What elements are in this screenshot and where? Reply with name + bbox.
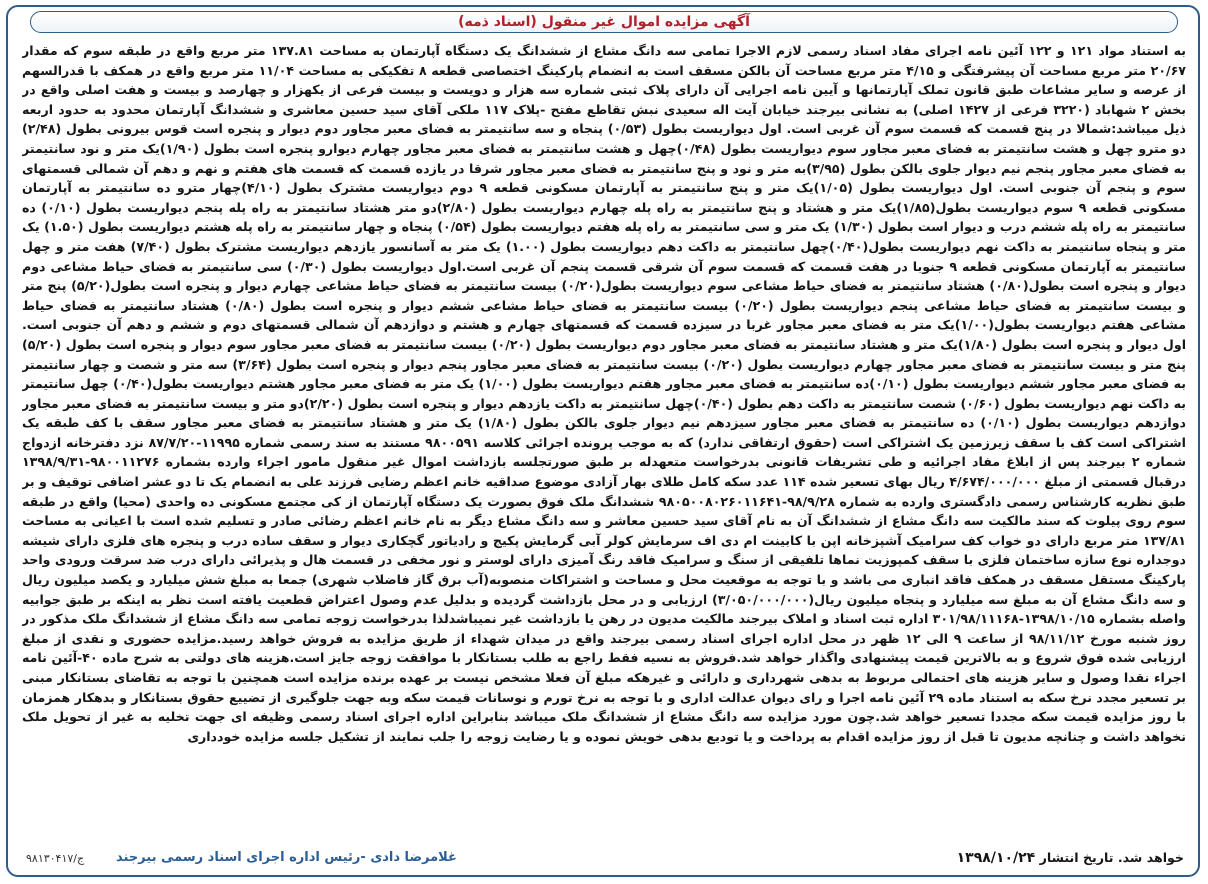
closing-text: خواهد شد.: [1117, 850, 1184, 865]
publication-label: تاریخ انتشار: [1039, 850, 1114, 865]
reference-code: ج/۹۸۱۳۰۴۱۷: [26, 852, 85, 865]
notice-frame: [6, 5, 1200, 877]
publication-date: ۱۳۹۸/۱۰/۲۴: [956, 850, 1036, 866]
title-banner: [30, 11, 1178, 33]
notice-title: آگهی مزایده اموال غیر منقول (اسناد ذمه): [458, 14, 750, 30]
signature: غلامرضا دادی -رئیس اداره اجرای اسناد رسمی بیرجند: [116, 850, 457, 865]
notice-body: به استناد مواد ۱۲۱ و ۱۲۲ آئین نامه اجرای مفاد اسناد رسمی لازم الاجرا تمامی سه دانگ مشاع از ششدانگ یک دستگاه آپارتمان به مساحت ۱۳۷.۸۱ متر مربع واقع در طبقه سوم که مقدار ۲۰/۶۷ متر مربع مساحت آن پیشرفتگی و ۴/۱۵ متر مربع مساحت آن بالکن مسقف است به انضمام پارکینگ اختصاصی قطعه ۸ تفکیکی به مساحت ۱۱/۰۴ متر مربع واقع در همکف با قدرالسهم از عرصه و سایر مشاعات طبق قانون تملک آپارتمانها و آیین نامه اجرایی آن دارای پلاک ثبتی شماره سه هزار و دویست و بیست فرعی از یکهزار و چهارصد و بیست و هفت اصلی واقع در بخش ۲ شهاباد (۳۲۲۰ فرعی از ۱۴۲۷ اصلی) به نشانی بیرجند خیابان آیت اله سعیدی نبش تقاطع مفتح -پلاک ۱۱۷ ملکی آقای سید حسین معاشری و ششدانگ آپارتمان محدود به حدود اربعه ذیل میباشد:شمالا در پنج قسمت که قسمت سوم آن غربی است. اول دیواریست بطول (۰/۵۳) پنجاه و سه سانتیمتر به فضای معبر مجاور دوم دیوار و پنجره است قوس بیرونی بطول (۲/۴۸) دو مترو چهل و هشت سانتیمتر به فضای معبر مجاور سوم دیواریست بطول (۰/۴۸)چهل و هشت سانتیمتر به فضای معبر مجاور چهارم دیوارو پنجره است بطول (۱/۹۰)یک متر و نود سانتیمتر به فضای معبر مجاور پنجم نیم دیوار جلوی بالکن بطول (۳/۹۵)به متر و نود و پنج سانتیمتر به فضای معبر مجاور شرقا در یازده قسمت که قسمت های هفتم و نهم و دهم آن شمالی قسمتهای سوم و پنجم آن جنوبی است. اول دیواریست بطول (۱/۰۵)یک متر و پنج سانتیمتر به آپارتمان مسکونی قطعه ۹ دوم دیواریست مشترک بطول (۴/۱۰)چهار مترو ده سانتیمتر به آپارتمان مسکونی قطعه ۹ سوم دیواریست بطول(۱/۸۵)یک متر و هشتاد و پنج سانتیمتر به راه پله چهارم دیواریست بطول (۲/۸۰)دو متر هشتاد سانتیمتر به راه پله پنجم دیواریست بطول (۰/۱۰) ده سانتیمتر به راه پله ششم درب و دیوار است بطول (۱/۳۰) یک متر و سی سانتیمتر به راه پله هفتم دیواریست بطول (۰/۵۴) پنجاه و چهار سانتیمتر به راه پله هشتم دیواریست بطول (۱.۵۰) یک متر و پنجاه سانتیمتر به داکت نهم دیواریست بطول(۰/۴۰)چهل سانتیمتر به داکت دهم دیواریست بطول (۱.۰۰) یک متر به آسانسور یازدهم دیواریست مشترک بطول (۷/۴۰) هفت متر و چهل سانتیمتر به آپارتمان مسکونی قطعه ۹ جنوبا در هفت قسمت که قسمت سوم آن شرقی قسمت پنجم آن غربی است.اول دیواریست بطول (۰/۳۰) سی سانتیمتر به فضای حیاط مشاعی دوم دیوار و پنجره است بطول(۰/۸۰) هشتاد سانتیمتر به فضای حیاط مشاعی سوم دیواریست بطول(۰/۲۰) بیست سانتیمتر به فضای حیاط مشاعی چهارم دیوار و پنجره است بطول(۵/۲۰) پنج متر و بیست سانتیمتر به فضای حیاط مشاعی پنجم دیواریست بطول (۰/۲۰) بیست سانتیمتر به فضای حیاط مشاعی ششم دیوار و پنجره است بطول (۰/۸۰) هشتاد سانتیمتر به فضای حیاط مشاعی هفتم دیواریست بطول(۱/۰۰)یک متر به فضای معبر مجاور غربا در سیزده قسمت که قسمتهای چهارم و هشتم و دوازدهم آن شمالی قسمتهای دوم و ششم و دهم آن جنوبی است. اول دیوار و پنجره است بطول (۱/۸۰)یک متر و هشتاد سانتیمتر به فضای معبر مجاور دوم دیواریست بطول (۰/۲۰) بیست سانتیمتر به فضای معبر مجاور سوم دیوار و پنجره است بطول (۵/۲۰) پنج متر و بیست سانتیمتر به فضای معبر مجاور چهارم دیواریست بطول (۰/۲۰) بیست سانتیمتر به فضای معبر مجاور پنجم دیوار و پنجره است بطول (۳/۶۴) سه متر و شصت و چهار سانتیمتر به فضای معبر مجاور ششم دیواریست بطول (۰/۱۰)ده سانتیمتر به فضای معبر مجاور هفتم دیواریست بطول (۱/۰۰) یک متر به فضای معبر مجاور هشتم دیواریست بطول(۰/۴۰) چهل سانتیمتر به داکت نهم دیواریست بطول (۰/۶۰) شصت سانتیمتر به داکت دهم بطول (۰/۴۰)چهل سانتیمتر به داکت یازدهم دیوار و پنجره است بطول (۲/۲۰)دو متر و بیست سانتیمتر به فضای معبر مجاور دوازدهم دیواریست بطول (۰/۱۰) ده سانتیمتر به فضای معبر مجاور سیزدهم نیم دیوار جلوی بالکن بطول (۱/۸۰) یک متر و هشتاد سانتیمتر به فضای معبر مجاور سقف با کف طبقه یک اشتراکی است کف با سقف زیرزمین یک اشتراکی است (حقوق ارتفاقی ندارد) که به موجب پرونده اجرائی کلاسه ۹۸۰۰۵۹۱ مستند به سند رسمی شماره ۱۱۹۹۵-۸۷/۷/۲۰ نزد دفترخانه ازدواج شماره ۲ بیرجند پس از ابلاغ مفاد اجرائیه و طی تشریفات قانونی بدرخواست متعهدله بر طبق صورتجلسه بازداشت اموال غیر منقول مامور اجراء وارده بشماره ۹۸۰۰۱۱۲۷۶-۱۳۹۸/۹/۳۱ درقبال قسمتی از مبلغ ۴/۶۷۴/۰۰۰/۰۰۰ ریال بهای تسعیر شده ۱۱۴ عدد سکه کامل طلای بهار آزادی موضوع صداقیه خانم اعظم رضایی فرزند علی به انضمام یک تا دو عشر اضافی توقیف و بر طبق نظریه کارشناس رسمی دادگستری وارده به شماره ۹۸/۹/۲۸-۹۸۰۵۰۰۸۰۲۶۰۱۱۶۴۱ ششدانگ ملک فوق بصورت یک دستگاه آپارتمان از کی مجتمع مسکونی ده واحدی (محیا) واقع در طبقه سوم روی پیلوت که سند مالکیت سه دانگ مشاع از ششدانگ آن به نام آقای سید حسین معاشر و سه دانگ مشاع دیگر به نام خانم اعظم رضائی صادر و تسلیم شده است با اعیانی به مساحت ۱۳۷/۸۱ متر مربع دارای دو خواب کف سرامیک آشپزخانه اپن با کابینت ام دی اف سرمایش کولر آبی گرمایش پکیج و رادیاتور گچکاری دیوار و سقف ساده درب و پنجره های فلزی دارای شیشه دوجداره نوع سازه ساختمان فلزی با سقف کمپوزیت نماها تلفیقی از سنگ و سرامیک فاقد رنگ آمیزی دارای لوستر و نور مخفی در قسمت هال و پذیرائی دارای درب ضد سرقت ورودی واحد پارکینگ مستقل مسقف در همکف فاقد انباری می باشد و با توجه به موقعیت محل و مساحت و اشتراکات منصوبه(آب برق گاز فاضلاب شهری) جمعا به مبلغ شش میلیارد و یکصد میلیون ریال و سه دانگ مشاع آن به مبلغ سه میلیارد و پنجاه میلیون ریال(۳/۰۵۰/۰۰۰/۰۰۰) ارزیابی و در محل بازداشت گردیده و بدلیل عدم وصول اعتراض قطعیت یافته است نظر به اینکه بر طبق جوابیه واصله بشماره ۱۳۹۸/۱۰/۱۵-۳۰۱/۹۸/۱۱۱۶۸ اداره ثبت اسناد و املاک بیرجند مالکیت مدیون در رهن یا بازداشت غیر نمیباشدلذا بدرخواست زوجه تمامی سه دانگ مشاع از ششدانگ ملک مذکور در روز شنبه مورخ ۹۸/۱۱/۱۲ از ساعت ۹ الی ۱۲ ظهر در محل اداره اجرای اسناد رسمی بیرجند واقع در میدان شهداء از طریق مزایده به فروش خواهد رسید.مزایده حضوری و نقدی از مبلغ ارزیابی شده فوق شروع و به بالاترین قیمت پیشنهادی واگذار خواهد شد.فروش به نسیه فقط راجع به طلب بستانکار با موافقت زوجه جایز است.هزینه های دولتی به شرح ماده ۴۰-آئین نامه اجراء نقدا وصول و سایر هزینه های احتمالی مربوط به بدهی شهرداری و دارائی و غیرهکه مبلغ آن فعلا مشخص نیست بر عهده برنده مزایده است همچنین با توجه به تقاضای بستانکار مبنی بر تسعیر مجدد نرخ سکه به استناد ماده ۲۹ آئین نامه اجرا و رای دیوان عدالت اداری و با توجه به نرخ تورم و نوسانات قیمت سکه وبه جهت جلوگیری از تضییع حقوق بستانکار و بدهکار همزمان با روز مزایده قیمت سکه مجددا تسعیر خواهد شد.چون مورد مزایده سه دانگ مشاع از ششدانگ ملک میباشد بنابراین اداره اجرای اسناد رسمی وظیفه ای جهت تخلیه به غیر از تحویل ملک نخواهد داشت و چنانچه مدیون تا قبل از روز مزایده اقدام به پرداخت و یا تودیع بدهی خویش نموده و یا رضایت زوجه را جلب نمایند از تشکیل جلسه مزایده خودداری: [22, 43, 1186, 744]
closing-line: [957, 847, 1184, 869]
notice-footer: [20, 847, 1184, 869]
